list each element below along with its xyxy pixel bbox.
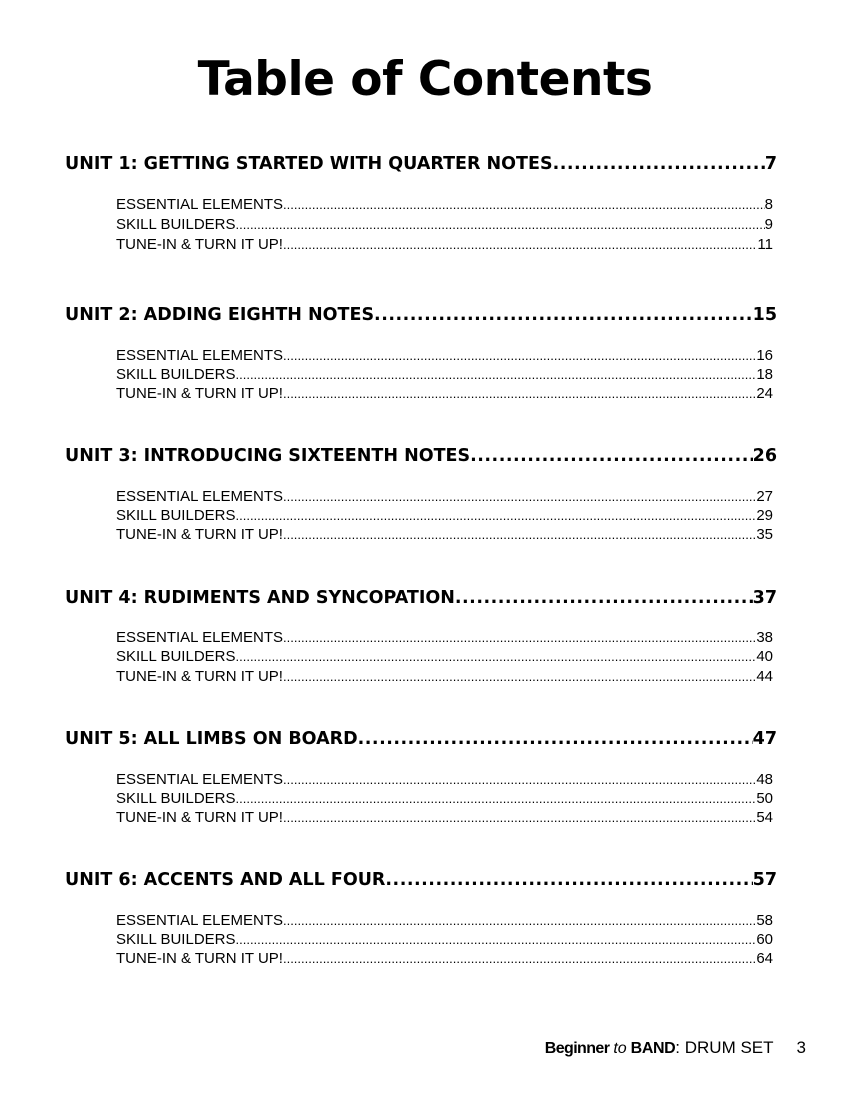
toc-entry[interactable] bbox=[116, 507, 773, 527]
unit-heading-row[interactable] bbox=[65, 154, 777, 178]
dot-leader bbox=[236, 649, 757, 664]
entry-label: TUNE-IN & TURN IT UP! bbox=[116, 950, 283, 967]
entry-label: ESSENTIAL ELEMENTS bbox=[116, 347, 283, 364]
unit-heading-row[interactable] bbox=[65, 305, 777, 329]
dot-leader bbox=[374, 305, 753, 325]
dot-leader bbox=[236, 217, 765, 232]
toc-entry[interactable] bbox=[116, 629, 773, 649]
entry-page-number: 35 bbox=[756, 526, 773, 543]
entry-page-number: 60 bbox=[756, 931, 773, 948]
toc-entry[interactable] bbox=[116, 385, 773, 405]
dot-leader bbox=[236, 932, 757, 947]
entry-label: TUNE-IN & TURN IT UP! bbox=[116, 668, 283, 685]
dot-leader bbox=[283, 810, 756, 825]
toc-entry[interactable] bbox=[116, 347, 773, 367]
footer-page-number: 3 bbox=[796, 1038, 806, 1057]
dot-leader bbox=[358, 729, 753, 749]
brand-to: to bbox=[613, 1040, 627, 1057]
dot-leader bbox=[283, 913, 756, 928]
entry-label: SKILL BUILDERS bbox=[116, 216, 236, 233]
unit-page-number: 37 bbox=[752, 588, 777, 608]
dot-leader bbox=[455, 588, 753, 608]
entry-label: TUNE-IN & TURN IT UP! bbox=[116, 526, 283, 543]
entry-page-number: 27 bbox=[756, 488, 773, 505]
brand-beginner: Beginner bbox=[544, 1040, 610, 1057]
toc-entry[interactable] bbox=[116, 950, 773, 970]
dot-leader bbox=[385, 870, 752, 890]
dot-leader bbox=[283, 237, 757, 252]
toc-entry[interactable] bbox=[116, 526, 773, 546]
unit-heading: UNIT 3: INTRODUCING SIXTEENTH NOTES bbox=[65, 446, 471, 466]
dot-leader bbox=[553, 154, 765, 174]
unit-page-number: 15 bbox=[752, 305, 777, 325]
toc-entry[interactable] bbox=[116, 809, 773, 829]
toc-entry[interactable] bbox=[116, 648, 773, 668]
unit-heading: UNIT 2: ADDING EIGHTH NOTES bbox=[65, 305, 375, 325]
entry-page-number: 16 bbox=[756, 347, 773, 364]
dot-leader bbox=[283, 197, 765, 212]
entry-label: TUNE-IN & TURN IT UP! bbox=[116, 809, 283, 826]
entry-page-number: 18 bbox=[756, 366, 773, 383]
entry-page-number: 44 bbox=[756, 668, 773, 685]
toc-entry[interactable] bbox=[116, 790, 773, 810]
unit-heading-row[interactable] bbox=[65, 446, 777, 470]
entry-page-number: 24 bbox=[756, 385, 773, 402]
unit-page-number: 7 bbox=[764, 154, 777, 174]
toc-entry[interactable] bbox=[116, 216, 773, 236]
footer-subtitle: : DRUM SET bbox=[675, 1038, 774, 1057]
entry-label: ESSENTIAL ELEMENTS bbox=[116, 912, 283, 929]
unit-page-number: 47 bbox=[752, 729, 777, 749]
dot-leader bbox=[470, 446, 753, 466]
page-footer bbox=[545, 1038, 806, 1058]
toc-entry[interactable] bbox=[116, 771, 773, 791]
entry-page-number: 48 bbox=[756, 771, 773, 788]
entry-page-number: 29 bbox=[756, 507, 773, 524]
toc-entry[interactable] bbox=[116, 236, 773, 256]
toc-entry[interactable] bbox=[116, 366, 773, 386]
dot-leader bbox=[283, 951, 756, 966]
entry-label: ESSENTIAL ELEMENTS bbox=[116, 771, 283, 788]
unit-heading-row[interactable] bbox=[65, 729, 777, 753]
unit-heading: UNIT 1: GETTING STARTED WITH QUARTER NOTES bbox=[65, 154, 553, 174]
brand-band: BAND bbox=[630, 1040, 676, 1057]
page-title: Table of Contents bbox=[197, 52, 653, 107]
entry-label: SKILL BUILDERS bbox=[116, 931, 236, 948]
entry-label: ESSENTIAL ELEMENTS bbox=[116, 488, 283, 505]
unit-heading: UNIT 5: ALL LIMBS ON BOARD bbox=[65, 729, 358, 749]
unit-heading: UNIT 4: RUDIMENTS AND SYNCOPATION bbox=[65, 588, 455, 608]
entry-page-number: 50 bbox=[756, 790, 773, 807]
dot-leader bbox=[236, 791, 757, 806]
entry-label: ESSENTIAL ELEMENTS bbox=[116, 196, 283, 213]
entry-label: SKILL BUILDERS bbox=[116, 366, 236, 383]
unit-heading-row[interactable] bbox=[65, 870, 777, 894]
dot-leader bbox=[283, 669, 756, 684]
entry-label: TUNE-IN & TURN IT UP! bbox=[116, 236, 283, 253]
unit-page-number: 26 bbox=[752, 446, 777, 466]
toc-entry[interactable] bbox=[116, 931, 773, 951]
dot-leader bbox=[283, 772, 756, 787]
entry-label: SKILL BUILDERS bbox=[116, 648, 236, 665]
toc-entry[interactable] bbox=[116, 488, 773, 508]
toc-entry[interactable] bbox=[116, 912, 773, 932]
entry-page-number: 40 bbox=[756, 648, 773, 665]
dot-leader bbox=[283, 386, 756, 401]
toc-entry[interactable] bbox=[116, 196, 773, 216]
entry-page-number: 11 bbox=[757, 236, 773, 253]
entry-label: SKILL BUILDERS bbox=[116, 790, 236, 807]
unit-heading: UNIT 6: ACCENTS AND ALL FOUR bbox=[65, 870, 386, 890]
entry-page-number: 8 bbox=[764, 196, 773, 213]
entry-page-number: 58 bbox=[756, 912, 773, 929]
entry-page-number: 38 bbox=[756, 629, 773, 646]
entry-label: TUNE-IN & TURN IT UP! bbox=[116, 385, 283, 402]
unit-heading-row[interactable] bbox=[65, 588, 777, 612]
entry-page-number: 54 bbox=[756, 809, 773, 826]
unit-page-number: 57 bbox=[752, 870, 777, 890]
dot-leader bbox=[283, 348, 756, 363]
dot-leader bbox=[283, 527, 756, 542]
dot-leader bbox=[236, 508, 757, 523]
entry-label: ESSENTIAL ELEMENTS bbox=[116, 629, 283, 646]
entry-page-number: 9 bbox=[764, 216, 773, 233]
dot-leader bbox=[236, 367, 757, 382]
entry-page-number: 64 bbox=[756, 950, 773, 967]
entry-label: SKILL BUILDERS bbox=[116, 507, 236, 524]
dot-leader bbox=[283, 630, 756, 645]
dot-leader bbox=[283, 489, 756, 504]
toc-entry[interactable] bbox=[116, 668, 773, 688]
